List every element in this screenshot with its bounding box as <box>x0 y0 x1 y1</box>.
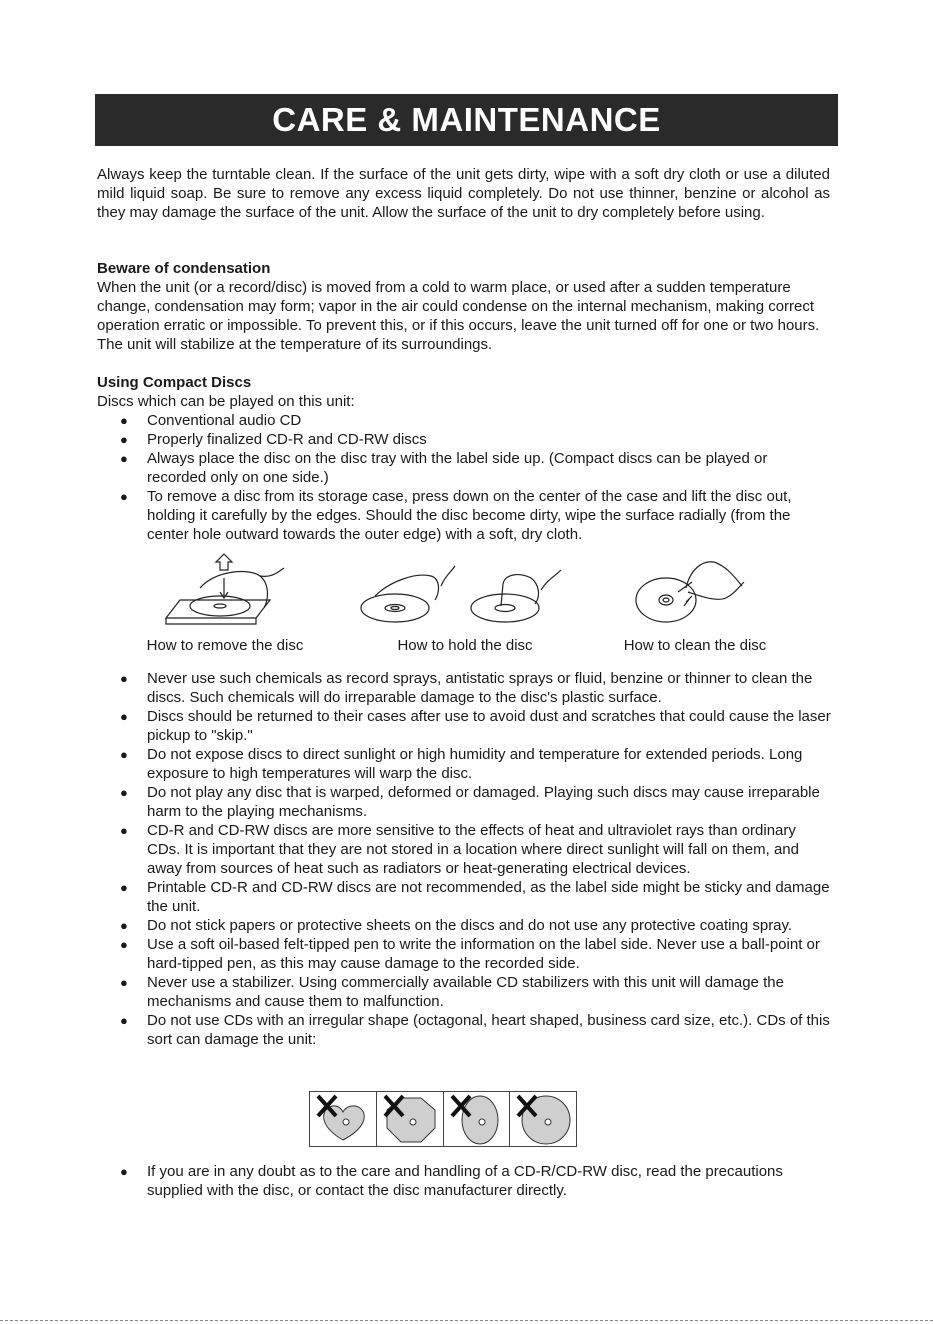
compact-discs-lead: Discs which can be played on this unit: <box>97 393 355 410</box>
page-title: CARE & MAINTENANCE <box>95 94 838 146</box>
list-item: ● Do not stick papers or protective sheets on the discs and do not use any protective coating spray. <box>120 917 793 934</box>
compact-discs-section <box>97 373 832 411</box>
oval-disc-icon <box>444 1092 511 1146</box>
page-bottom-divider <box>0 1320 933 1321</box>
list-item: ● Do not play any disc that is warped, deformed or damaged. Playing such discs may cause irreparable harm to the playing mechanisms. <box>120 784 820 820</box>
precautions-list <box>120 669 832 1049</box>
list-item: ● Properly finalized CD-R and CD-RW discs <box>120 431 427 448</box>
bullet-icon: ● <box>120 489 128 504</box>
bullet-icon: ● <box>120 451 128 466</box>
bullet-icon: ● <box>120 880 128 895</box>
list-item: ● CD-R and CD-RW discs are more sensitive to the effects of heat and ultraviolet rays than ordinary CDs. It is important that they are not stored in a location where direct sunlight will fall on them, and away from sources of heat such as radiators or heat-generating electrical devices. <box>120 822 799 877</box>
list-item: ● Printable CD-R and CD-RW discs are not recommended, as the label side might be sticky and damage the unit. <box>120 879 830 915</box>
list-item: ● If you are in any doubt as to the care and handling of a CD-R/CD-RW disc, read the precautions supplied with the disc, or contact the disc manufacturer directly. <box>120 1163 783 1199</box>
list-item: ● Do not expose discs to direct sunlight or high humidity and temperature for extended periods. Long exposure to high temperatures will warp the disc. <box>120 746 803 782</box>
bullet-icon: ● <box>120 671 128 686</box>
list-item: ● Conventional audio CD <box>120 412 302 429</box>
condensation-section <box>97 259 832 354</box>
list-item: ● Never use a stabilizer. Using commercially available CD stabilizers with this unit will damage the mechanisms and cause them to malfunction. <box>120 974 784 1010</box>
round-disc-icon <box>510 1092 576 1146</box>
list-item: ● Discs should be returned to their cases after use to avoid dust and scratches that could cause the laser pickup to "skip." <box>120 708 831 744</box>
final-note-list <box>120 1162 832 1200</box>
bullet-icon: ● <box>120 1164 128 1179</box>
bullet-icon: ● <box>120 823 128 838</box>
list-item: ● Use a soft oil-based felt-tipped pen to write the information on the label side. Never use a ball-point or hard-tipped pen, as this may cause damage to the recorded side. <box>120 936 820 972</box>
condensation-heading: Beware of condensation <box>97 260 271 277</box>
bullet-icon: ● <box>120 747 128 762</box>
heart-disc-icon <box>310 1092 377 1146</box>
caption-hold-disc: How to hold the disc <box>397 637 533 654</box>
list-item: ● Do not use CDs with an irregular shape (octagonal, heart shaped, business card size, etc.). CDs of this sort can damage the unit: <box>120 1012 830 1048</box>
clean-disc-illustration <box>630 552 750 628</box>
irregular-discs-figure <box>309 1091 577 1147</box>
bullet-icon: ● <box>120 1013 128 1028</box>
intro-paragraph: Always keep the turntable clean. If the surface of the unit gets dirty, wipe with a soft dry cloth or use a diluted mild liquid soap. Be sure to remove any excess liquid completely. Do not use thinner, benzine or alcohol as they may damage the surface of the unit. Allow the surface of the unit to dry completely before using. <box>97 166 830 221</box>
bullet-icon: ● <box>120 975 128 990</box>
bullet-icon: ● <box>120 413 128 428</box>
list-item: ● Never use such chemicals as record sprays, antistatic sprays or fluid, benzine or thinner to clean the discs. Such chemicals will do irreparable damage to the disc's plastic surface. <box>120 670 813 706</box>
list-item: ● To remove a disc from its storage case, press down on the center of the case and lift the disc out, holding it carefully by the edges. Should the disc become dirty, wipe the surface radially (from the center hole outward towards the outer edge) with a soft, dry cloth. <box>120 488 792 543</box>
remove-disc-illustration <box>160 548 290 628</box>
caption-remove-disc: How to remove the disc <box>146 637 304 654</box>
compact-discs-heading: Using Compact Discs <box>97 374 252 391</box>
bullet-icon: ● <box>120 432 128 447</box>
bullet-icon: ● <box>120 918 128 933</box>
caption-clean-disc: How to clean the disc <box>623 637 767 654</box>
hold-disc-illustration <box>355 560 575 630</box>
bullet-icon: ● <box>120 785 128 800</box>
octagon-disc-icon <box>377 1092 444 1146</box>
bullet-icon: ● <box>120 709 128 724</box>
bullet-icon: ● <box>120 937 128 952</box>
playable-discs-list <box>120 411 830 544</box>
list-item: ● Always place the disc on the disc tray with the label side up. (Compact discs can be played or recorded only on one side.) <box>120 450 768 486</box>
condensation-body: When the unit (or a record/disc) is moved from a cold to warm place, or used after a sudden temperature change, condensation may form; vapor in the air could condense on the internal mechanism, making correct operation erratic or impossible. To prevent this, or if this occurs, leave the unit turned off for one or two hours. The unit will stabilize at the temperature of its surroundings. <box>97 279 820 353</box>
